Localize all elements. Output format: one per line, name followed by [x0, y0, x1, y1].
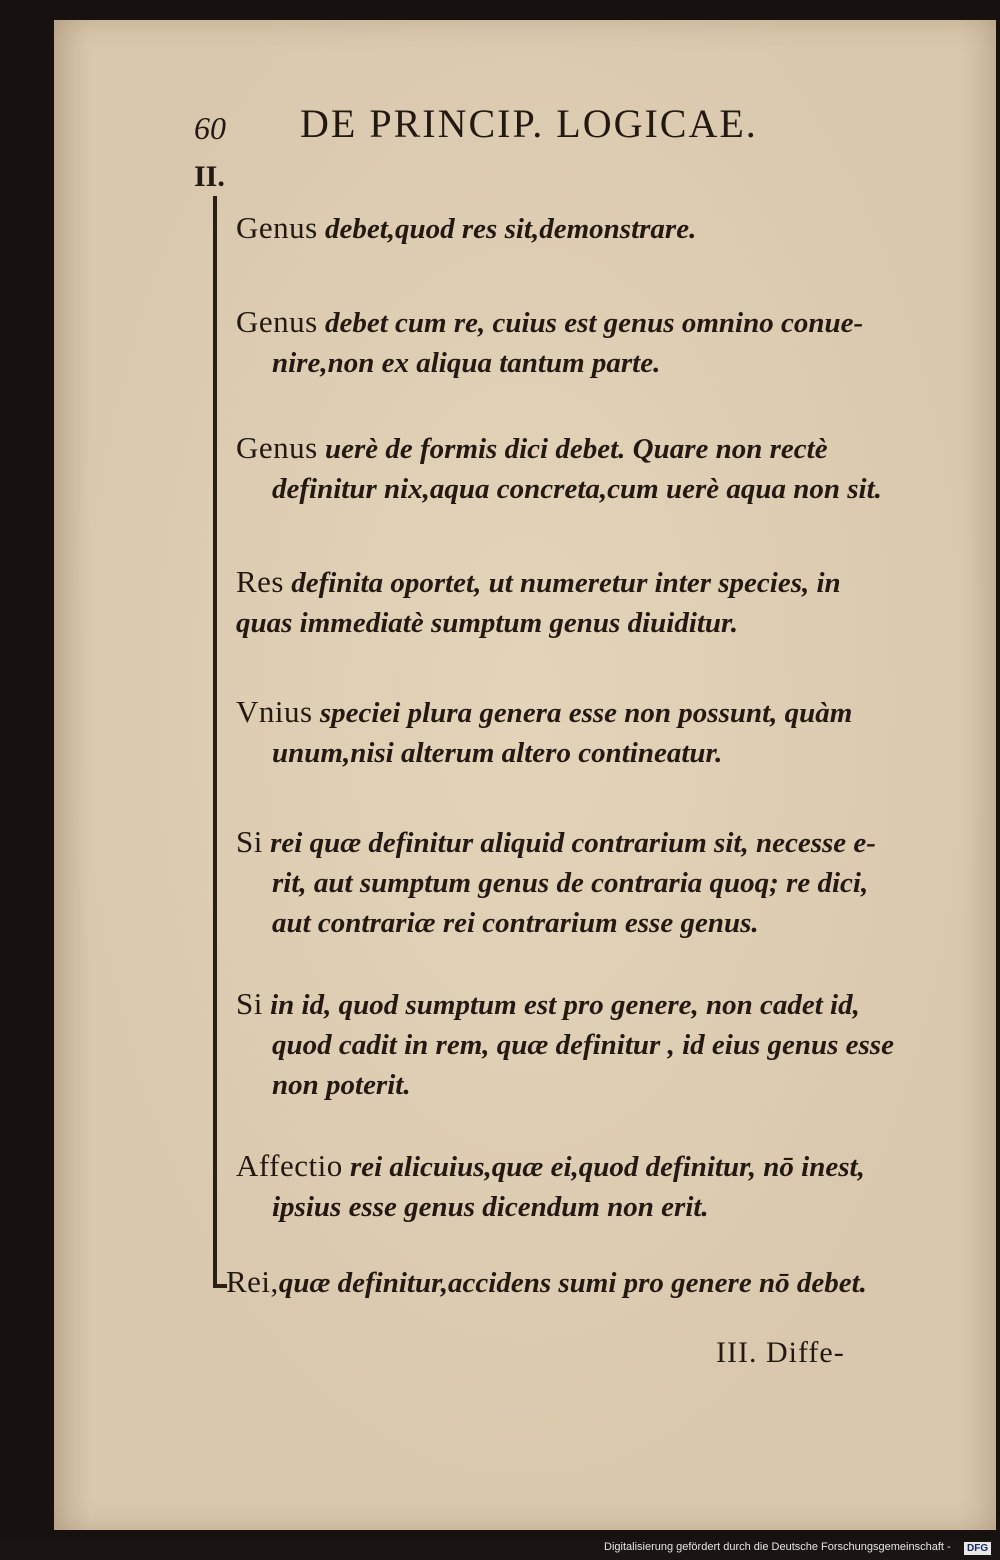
rule-text-continued: aut contrariæ rei contrarium esse genus.	[272, 907, 759, 939]
page-number: 60	[194, 110, 226, 146]
section-number: II.	[194, 160, 225, 193]
rule-text-continued: ipsius esse genus dicendum non erit.	[272, 1191, 709, 1223]
rule-paragraph	[236, 692, 876, 773]
rule-text: rei alicuius,quæ ei,quod definitur, nō inest,	[349, 1151, 865, 1183]
rule-text-continued: nire,non ex aliqua tantum parte.	[272, 347, 661, 379]
dfg-logo: DFG	[964, 1542, 991, 1555]
rule-lead: Genus	[236, 304, 318, 339]
rule-text: quæ definitur,accidens sumi pro genere nō debet.	[278, 1267, 867, 1299]
rule-paragraph	[236, 1146, 876, 1227]
rule-text: in id, quod sumptum est pro genere, non cadet id,	[270, 989, 860, 1021]
rule-text: uerè de formis dici debet. Quare non rectè	[324, 433, 828, 465]
rule-paragraph	[236, 428, 882, 509]
rule-lead: Vnius	[236, 694, 313, 729]
rule-text: rei quæ definitur aliquid contrarium sit, necesse e-	[270, 827, 876, 859]
rule-paragraph	[236, 562, 876, 643]
rule-text: debet,quod res sit,demonstrare.	[324, 213, 697, 245]
rule-text-continued: rit, aut sumptum genus de contraria quoq; re dici,	[272, 867, 869, 899]
rule-paragraph	[236, 208, 876, 249]
bracket-foot	[213, 1284, 227, 1288]
rule-text: speciei plura genera esse non possunt, quàm	[319, 697, 853, 729]
rule-lead: Res	[236, 564, 284, 599]
rule-paragraph	[226, 1262, 866, 1303]
rule-lead: Si	[236, 824, 263, 859]
catchword: III. Diffe-	[716, 1336, 845, 1369]
rule-lead: Si	[236, 986, 263, 1021]
rule-text-continued: quod cadit in rem, quæ definitur , id eius genus esse	[272, 1029, 894, 1061]
rule-text-continued: unum,nisi alterum altero contineatur.	[272, 737, 723, 769]
rule-text: debet cum re, cuius est genus omnino conue-	[324, 307, 864, 339]
rule-paragraph	[236, 822, 876, 943]
rule-lead: Affectio	[236, 1148, 343, 1183]
rule-lead: Genus	[236, 210, 318, 245]
running-title: DE PRINCIP. LOGICAE.	[300, 101, 758, 146]
rule-lead: Rei,	[226, 1264, 279, 1299]
rule-paragraph	[236, 984, 894, 1105]
digitization-credit: Digitalisierung gefördert durch die Deutsche Forschungsgemeinschaft -	[604, 1541, 951, 1553]
rule-text: definita oportet, ut numeretur inter species, in	[291, 567, 841, 599]
rule-paragraph	[236, 302, 876, 383]
rule-lead: Genus	[236, 430, 318, 465]
rule-text-continued: quas immediatè sumptum genus diuiditur.	[236, 607, 738, 639]
rule-text-continued: non poterit.	[272, 1069, 411, 1101]
bracket-line	[213, 196, 217, 1288]
rule-text-continued: definitur nix,aqua concreta,cum uerè aqua non sit.	[272, 473, 882, 505]
